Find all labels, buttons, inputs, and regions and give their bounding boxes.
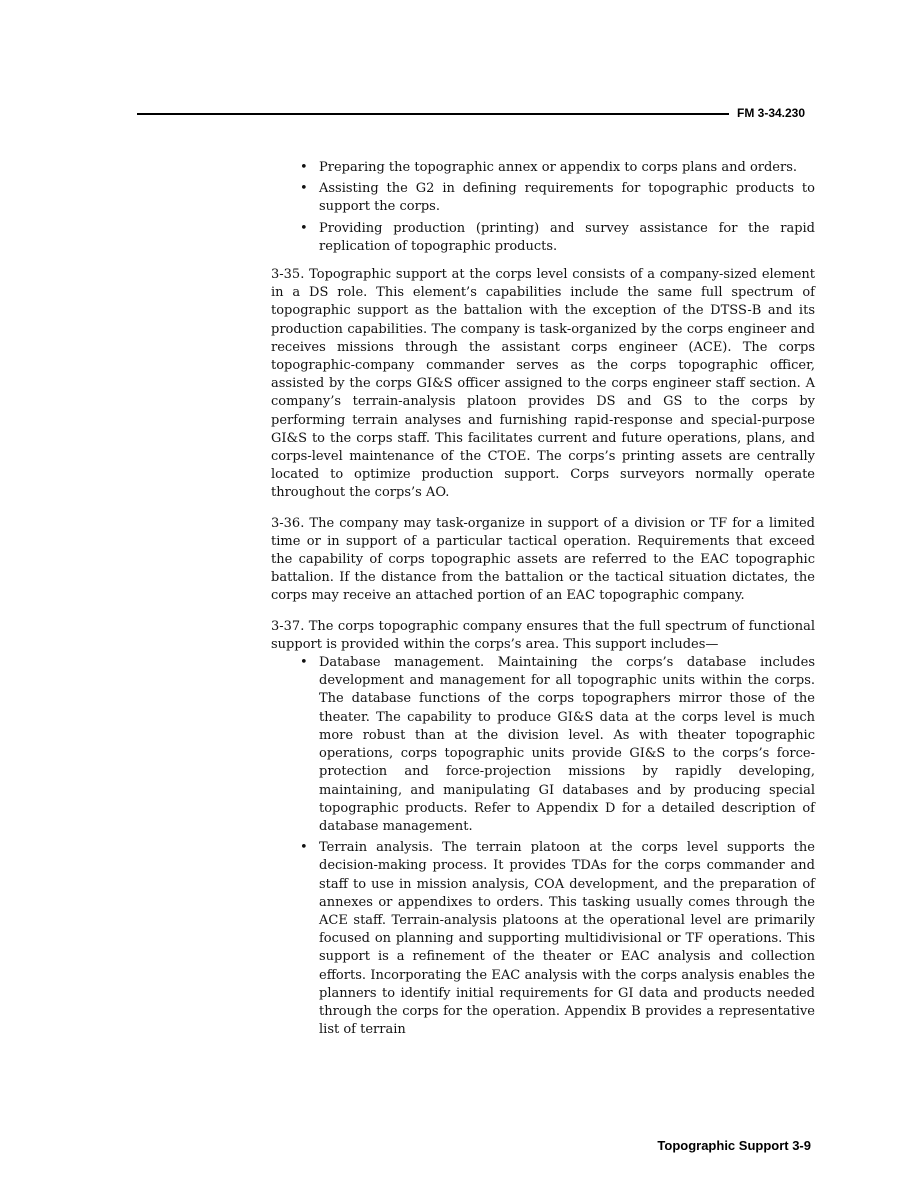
list-item: • Preparing the topographic annex or appendix to corps plans and orders. <box>271 159 815 177</box>
list-item: • Assisting the G2 in defining requirements for topographic products to support the corps. <box>271 180 815 216</box>
list-item: • Database management. Maintaining the corps’s database includes development and management for all topographic units within the corps. The database functions of the corps topographers mirror those of the theater. The capability to produce GI&S data at the corps level is much more robust than at the division level. As with theater topographic operations, corps topographic units provide GI&S to the corps’s force-protection and force-projection missions by rapidly developing, maintaining, and manipulating GI databases and by producing special topographic products. Refer to Appendix D for a detailed description of database management. <box>271 654 815 836</box>
paragraph-3-35: 3-35. Topographic support at the corps level consists of a company-sized element in a DS role. This element’s capabilities include the same full spectrum of topographic support as the battalion with the exception of the DTSS-B and its production capabilities. The company is task-organized by the corps engineer and receives missions through the assistant corps engineer (ACE). The corps topographic-company commander serves as the corps topographic officer, assisted by the corps GI&S officer assigned to the corps engineer staff section. A company’s terrain-analysis platoon provides DS and GS to the corps by performing terrain analyses and furnishing rapid-response and special-purpose GI&S to the corps staff. This facilitates current and future operations, plans, and corps-level maintenance of the CTOE. The corps’s printing assets are centrally located to optimize production support. Corps surveyors normally operate throughout the corps’s AO. <box>271 267 815 501</box>
list-item: • Terrain analysis. The terrain platoon at the corps level supports the decision-making process. It provides TDAs for the corps commander and staff to use in mission analysis, COA development, and the preparation of annexes or appendixes to orders. This tasking usually comes through the ACE staff. Terrain-analysis platoons at the operational level are primarily focused on planning and supporting multidivisional or TF operations. This support is a refinement of the theater or EAC analysis and collection efforts. Incorporating the EAC analysis with the corps analysis enables the planners to identify initial requirements for GI data and products needed through the corps for the operation. Appendix B provides a representative list of terrain <box>271 839 815 1039</box>
document-code: FM 3-34.230 <box>737 106 806 120</box>
intro-bullet-list <box>271 159 815 256</box>
page-footer: Topographic Support 3-9 <box>657 1138 811 1153</box>
header-rule <box>137 113 729 115</box>
paragraph-3-36: 3-36. The company may task-organize in support of a division or TF for a limited time or in support of a particular tactical operation. Requirements that exceed the capability of corps topographic assets are referred to the EAC topographic battalion. If the distance from the battalion or the tactical situation dictates, the corps may receive an attached portion of an EAC topographic company. <box>271 515 815 604</box>
paragraph-3-37: 3-37. The corps topographic company ensures that the full spectrum of functional support is provided within the corps’s area. This support includes— <box>271 618 815 652</box>
page-body <box>271 159 815 1042</box>
support-bullet-list <box>271 654 815 1039</box>
list-item: • Providing production (printing) and survey assistance for the rapid replication of topographic products. <box>271 220 815 256</box>
